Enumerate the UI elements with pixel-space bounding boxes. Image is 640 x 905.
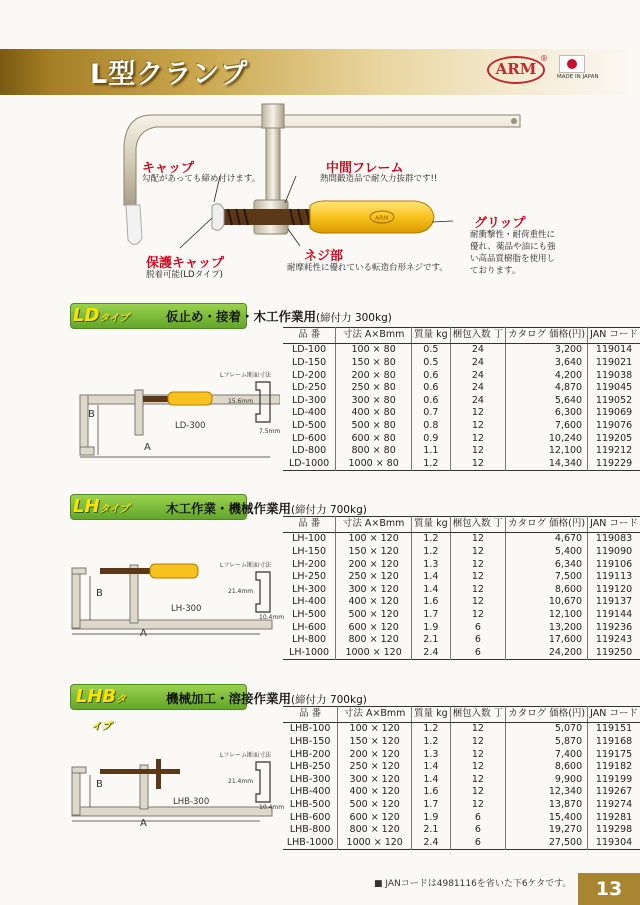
table-cell: 12 (450, 432, 506, 445)
table-row (283, 457, 640, 470)
table-cell: LH-200 (292, 558, 327, 570)
table-cell: 12 (450, 558, 506, 571)
table-row (283, 646, 640, 659)
lhb-label-b: B (96, 779, 103, 790)
table-row (283, 343, 640, 356)
table-cell: 24 (450, 369, 506, 382)
table-cell: LH-800 (292, 634, 327, 646)
table-cell: LHB-500 (289, 798, 331, 810)
ld-label-b: B (88, 409, 95, 420)
table-row (283, 369, 640, 382)
table-cell: LD-1000 (288, 457, 330, 469)
table-cell: 24 (450, 394, 506, 407)
table-cell: 12 (450, 608, 506, 621)
table-cell: LD-200 (292, 369, 327, 381)
table-cell: LD-400 (292, 407, 327, 419)
table-cell: 1.7 (412, 798, 451, 811)
table-cell: LHB-100 (289, 723, 331, 735)
arm-logo: ARM (487, 56, 545, 84)
table-cell: 1.3 (412, 748, 451, 761)
table-row (283, 419, 640, 432)
table-cell: 1.2 (412, 532, 451, 545)
table-cell: 300 × 120 (336, 583, 412, 596)
table-cell: 119038 (588, 369, 640, 382)
table-row (283, 798, 640, 811)
lhb-type-band: LHBタイプ (70, 684, 247, 710)
table-cell: 12 (450, 407, 506, 420)
table-row (283, 532, 640, 545)
lh-drawing-model: LH-300 (171, 604, 202, 614)
table-cell: 119304 (588, 836, 640, 849)
table-cell: 12 (450, 444, 506, 457)
table-cell: 100 × 120 (338, 722, 412, 735)
table-cell: LH-400 (292, 596, 327, 608)
table-cell: LD-300 (292, 394, 327, 406)
table-cell: LHB-1000 (286, 836, 334, 848)
table-cell: 12 (450, 570, 506, 583)
table-cell: 6 (450, 836, 506, 849)
table-cell: 0.6 (412, 369, 451, 382)
table-cell: 250 × 80 (336, 381, 412, 394)
table-cell: 10,670 (506, 596, 588, 609)
table-cell: 17,600 (506, 633, 588, 646)
lh-dim1: 21.4mm (228, 588, 254, 595)
table-cell: 12 (450, 798, 506, 811)
table-cell: LD-100 (292, 344, 327, 356)
table-cell: 12 (450, 457, 506, 470)
table-cell: 119106 (588, 558, 640, 571)
made-in-japan: MADE IN JAPAN (557, 74, 599, 80)
table-cell: 119014 (588, 343, 640, 356)
lh-cross-section (248, 568, 278, 618)
table-row (283, 735, 640, 748)
ld-cross-section (248, 378, 278, 428)
table-row (283, 722, 640, 735)
table-cell: 0.7 (412, 407, 451, 420)
table-cell: 27,500 (506, 836, 588, 849)
table-row (283, 545, 640, 558)
ld-dim2: 7.5mm (259, 428, 281, 435)
lhb-dim1: 21.4mm (228, 778, 254, 785)
lhb-section-title: 機械加工・溶接作業用(締付力 700kg) (166, 691, 367, 706)
table-cell: 150 × 120 (338, 735, 412, 748)
table-row (283, 760, 640, 773)
table-cell: 1.4 (412, 773, 451, 786)
table-row (283, 558, 640, 571)
table-cell: 12 (450, 786, 506, 799)
ld-spec-table: 品 番 寸法 A×Bmm 質量 kg 梱包入数 丁 カタログ 価格(円) JAN コード LD-100 100 × 80 0.5 24 3,200 119014 LD-150 150 × 80 0.5 24 3,640 119021 LD-200 200 × 80 0.6 24 4,200 119038 LD-250 250 × 80 0.6 24 4,870 119045 LD-300 300 × 80 0.6 24 5,640 119052 LD-400 400 × 80 0.7 12 6,300 119069 LD-500 500 × 80 0.8 12 7,600 119076 LD-600 600 × 80 0.9 12 10,240 119205 LD-800 800 × 80 1.1 12 12,100 119212 LD-1000 1000 × 80 1.2 12 14,340 119229 (283, 327, 640, 471)
table-cell: 119281 (588, 811, 640, 824)
table-cell: 12 (450, 735, 506, 748)
table-cell: 119205 (588, 432, 640, 445)
table-cell: 24 (450, 356, 506, 369)
table-cell: 1.4 (412, 583, 451, 596)
frame-label: 中間フレーム (326, 161, 404, 176)
table-cell: 4,670 (506, 532, 588, 545)
table-cell: 200 × 120 (338, 748, 412, 761)
table-cell: 400 × 120 (336, 596, 412, 609)
table-cell: 1.9 (412, 621, 451, 634)
table-row (283, 621, 640, 634)
table-cell: 12 (450, 760, 506, 773)
table-cell: LHB-300 (289, 773, 331, 785)
table-cell: 8,600 (506, 760, 588, 773)
table-row (283, 608, 640, 621)
table-cell: 6 (450, 646, 506, 659)
table-row (283, 836, 640, 849)
lh-spec-table: 品 番 寸法 A×Bmm 質量 kg 梱包入数 丁 カタログ 価格(円) JAN コード LH-100 100 × 120 1.2 12 4,670 119083 LH-150 150 × 120 1.2 12 5,400 119090 LH-200 200 × 120 1.3 12 6,340 119106 LH-250 250 × 120 1.4 12 7,500 119113 LH-300 300 × 120 1.4 12 8,600 119120 LH-400 400 × 120 1.6 12 10,670 119137 LH-500 500 × 120 1.7 12 12,100 119144 LH-600 600 × 120 1.9 6 13,200 119236 LH-800 800 × 120 2.1 6 17,600 119243 LH-1000 1000 × 120 2.4 6 24,200 119250 (283, 516, 640, 660)
table-cell: 119267 (588, 786, 640, 799)
ld-section-title: 仮止め・接着・木工作業用(締付力 300kg) (166, 309, 392, 324)
table-row (283, 811, 640, 824)
table-row (283, 570, 640, 583)
table-cell: 1.4 (412, 570, 451, 583)
table-cell: LHB-600 (289, 811, 331, 823)
grip-label: グリップ (474, 216, 526, 231)
table-cell: 24 (450, 343, 506, 356)
table-cell: 800 × 120 (336, 633, 412, 646)
table-cell: 10,240 (506, 432, 588, 445)
ld-type-band: LDタイプ (70, 303, 247, 329)
table-cell: 12 (450, 722, 506, 735)
table-cell: 7,400 (506, 748, 588, 761)
table-cell: 200 × 80 (336, 369, 412, 382)
table-cell: 400 × 120 (338, 786, 412, 799)
protect-cap-desc: 脱着可能(LDタイプ) (146, 270, 223, 280)
lhb-dim2: 10.4mm (259, 804, 285, 811)
table-cell: 100 × 120 (336, 532, 412, 545)
table-cell: 7,500 (506, 570, 588, 583)
table-cell: 5,870 (506, 735, 588, 748)
table-cell: 119021 (588, 356, 640, 369)
screw-desc: 耐摩耗性に優れている転造台形ネジです。 (287, 263, 448, 273)
frame-desc: 熱間鍛造品で耐久力抜群です!! (320, 174, 438, 184)
svg-text:ARM: ARM (375, 215, 389, 222)
table-cell: 6,300 (506, 407, 588, 420)
table-cell: 119137 (588, 596, 640, 609)
table-cell: LH-500 (292, 608, 327, 620)
table-cell: 12 (450, 748, 506, 761)
table-cell: 119274 (588, 798, 640, 811)
table-cell: 119045 (588, 381, 640, 394)
table-cell: LD-150 (292, 356, 327, 368)
table-cell: 12 (450, 773, 506, 786)
table-cell: 3,200 (506, 343, 588, 356)
table-row (283, 748, 640, 761)
table-cell: 5,640 (506, 394, 588, 407)
table-cell: 1000 × 80 (336, 457, 412, 470)
table-cell: LHB-800 (289, 824, 331, 836)
table-cell: 119168 (588, 735, 640, 748)
table-cell: 12 (450, 583, 506, 596)
table-cell: 119113 (588, 570, 640, 583)
table-cell: 19,270 (506, 823, 588, 836)
lh-clamp-drawing (60, 560, 280, 650)
table-cell: 24,200 (506, 646, 588, 659)
lhb-label-a: A (140, 818, 147, 829)
table-cell: 1.4 (412, 760, 451, 773)
table-cell: 0.8 (412, 419, 451, 432)
page-title: L型クランプ (90, 59, 249, 90)
table-row (283, 596, 640, 609)
table-cell: 4,870 (506, 381, 588, 394)
table-cell: LH-300 (292, 583, 327, 595)
table-cell: 0.5 (412, 343, 451, 356)
table-cell: 100 × 80 (336, 343, 412, 356)
table-row (283, 407, 640, 420)
lh-type-band: LHタイプ (70, 494, 247, 520)
table-row (283, 432, 640, 445)
table-cell: 1.3 (412, 558, 451, 571)
table-cell: 1.6 (412, 596, 451, 609)
table-cell: 5,400 (506, 545, 588, 558)
table-cell: LHB-250 (289, 761, 331, 773)
table-cell: 24 (450, 381, 506, 394)
ld-dim1: 15.6mm (228, 398, 254, 405)
table-cell: LH-150 (292, 545, 327, 557)
table-cell: 6,340 (506, 558, 588, 571)
table-cell: 12,100 (506, 608, 588, 621)
table-row (283, 394, 640, 407)
lh-section-title: 木工作業・機械作業用(締付力 700kg) (166, 501, 367, 516)
table-cell: LHB-150 (289, 735, 331, 747)
screw-label: ネジ部 (304, 249, 344, 264)
lhb-drawing-model: LHB-300 (173, 797, 210, 807)
lh-label-a: A (140, 628, 147, 639)
table-row (283, 444, 640, 457)
table-cell: 119052 (588, 394, 640, 407)
table-cell: 1.6 (412, 786, 451, 799)
table-cell: LH-250 (292, 571, 327, 583)
table-cell: 119090 (588, 545, 640, 558)
table-cell: 15,400 (506, 811, 588, 824)
table-cell: 300 × 120 (338, 773, 412, 786)
table-cell: 119083 (588, 532, 640, 545)
lhb-cross-section (248, 758, 278, 808)
jan-footnote: ■ JANコードは4981116を省いた下6ケタです。 (374, 879, 572, 889)
table-row (283, 633, 640, 646)
table-cell: 2.1 (412, 823, 451, 836)
lh-dim2: 10.4mm (259, 614, 285, 621)
table-cell: 12,100 (506, 444, 588, 457)
table-cell: 119243 (588, 633, 640, 646)
table-cell: 9,900 (506, 773, 588, 786)
table-cell: 500 × 120 (336, 608, 412, 621)
table-cell: 250 × 120 (336, 570, 412, 583)
table-cell: 1000 × 120 (336, 646, 412, 659)
table-cell: 119199 (588, 773, 640, 786)
table-cell: 1.2 (412, 545, 451, 558)
cap-label: キャップ (142, 161, 195, 176)
table-row (283, 381, 640, 394)
table-cell: LH-1000 (289, 646, 330, 658)
table-cell: 2.4 (412, 646, 451, 659)
table-cell: 600 × 120 (336, 621, 412, 634)
table-cell: 0.9 (412, 432, 451, 445)
table-cell: 119212 (588, 444, 640, 457)
table-cell: LD-600 (292, 432, 327, 444)
lh-frame-note: Lフレーム断面寸法 (220, 562, 272, 569)
table-cell: 600 × 80 (336, 432, 412, 445)
ld-frame-note: Lフレーム断面寸法 (220, 372, 272, 379)
japan-flag-icon (559, 55, 585, 73)
table-cell: 4,200 (506, 369, 588, 382)
table-cell: LH-600 (292, 621, 327, 633)
ld-drawing-model: LD-300 (175, 421, 206, 431)
lhb-spec-table: 品 番 寸法 A×Bmm 質量 kg 梱包入数 丁 カタログ 価格(円) JAN コード LHB-100 100 × 120 1.2 12 5,070 119151 LHB-150 150 × 120 1.2 12 5,870 119168 LHB-200 200 × 120 1.3 12 7,400 119175 LHB-250 250 × 120 1.4 12 8,600 119182 LHB-300 300 × 120 1.4 12 9,900 119199 LHB-400 400 × 120 1.6 12 12,340 119267 LHB-500 500 × 120 1.7 12 13,870 119274 LHB-600 600 × 120 1.9 6 15,400 119281 LHB-800 800 × 120 2.1 6 19,270 119298 LHB-1000 1000 × 120 2.4 6 27,500 119304 (283, 706, 640, 850)
table-cell: 13,870 (506, 798, 588, 811)
table-row (283, 773, 640, 786)
table-cell: 12 (450, 419, 506, 432)
table-cell: LD-500 (292, 419, 327, 431)
table-cell: 250 × 120 (338, 760, 412, 773)
table-cell: 1.7 (412, 608, 451, 621)
table-cell: 119298 (588, 823, 640, 836)
table-cell: 2.4 (412, 836, 451, 849)
table-cell: 200 × 120 (336, 558, 412, 571)
table-cell: 300 × 80 (336, 394, 412, 407)
table-cell: 6 (450, 823, 506, 836)
table-row (283, 583, 640, 596)
table-cell: 5,070 (506, 722, 588, 735)
table-cell: 119144 (588, 608, 640, 621)
table-cell: 500 × 120 (338, 798, 412, 811)
table-cell: 6 (450, 633, 506, 646)
table-cell: 500 × 80 (336, 419, 412, 432)
table-cell: 1000 × 120 (338, 836, 412, 849)
page-number: 13 (578, 873, 640, 905)
table-cell: 400 × 80 (336, 407, 412, 420)
table-cell: 150 × 80 (336, 356, 412, 369)
table-cell: 800 × 120 (338, 823, 412, 836)
table-cell: 800 × 80 (336, 444, 412, 457)
table-cell: 14,340 (506, 457, 588, 470)
table-cell: LH-100 (292, 533, 327, 545)
table-cell: 1.2 (412, 735, 451, 748)
table-cell: LD-250 (292, 382, 327, 394)
table-cell: 0.6 (412, 394, 451, 407)
ld-label-a: A (144, 442, 151, 453)
table-cell: 119236 (588, 621, 640, 634)
table-cell: 6 (450, 621, 506, 634)
table-cell: 119151 (588, 722, 640, 735)
table-cell: 119120 (588, 583, 640, 596)
table-cell: 12 (450, 545, 506, 558)
table-cell: LHB-200 (289, 748, 331, 760)
table-cell: LHB-400 (289, 786, 331, 798)
table-row (283, 356, 640, 369)
table-cell: 2.1 (412, 633, 451, 646)
table-cell: 0.5 (412, 356, 451, 369)
table-cell: 1.1 (412, 444, 451, 457)
table-cell: 119175 (588, 748, 640, 761)
table-row (283, 823, 640, 836)
table-cell: 119069 (588, 407, 640, 420)
table-cell: 1.9 (412, 811, 451, 824)
lhb-frame-note: Lフレーム断面寸法 (220, 752, 272, 759)
table-cell: 7,600 (506, 419, 588, 432)
registered-mark: ® (540, 54, 548, 63)
protect-cap-label: 保護キャップ (146, 256, 225, 271)
table-cell: 600 × 120 (338, 811, 412, 824)
table-cell: 13,200 (506, 621, 588, 634)
table-cell: 1.2 (412, 457, 451, 470)
table-cell: 1.2 (412, 722, 451, 735)
table-cell: 8,600 (506, 583, 588, 596)
table-row (283, 786, 640, 799)
table-cell: 12,340 (506, 786, 588, 799)
table-cell: 12 (450, 532, 506, 545)
cap-desc: 勾配があっても締め付けます。 (142, 174, 261, 184)
table-cell: 119250 (588, 646, 640, 659)
table-cell: 150 × 120 (336, 545, 412, 558)
table-cell: 0.6 (412, 381, 451, 394)
table-cell: 119182 (588, 760, 640, 773)
table-cell: 6 (450, 811, 506, 824)
grip-desc: 耐衝撃性・耐荷重性に 優れ、薬品や油にも強 い高品質樹脂を使用し ております。 (470, 230, 556, 276)
table-cell: LD-800 (292, 445, 327, 457)
lh-label-b: B (96, 588, 103, 599)
table-cell: 119229 (588, 457, 640, 470)
table-cell: 3,640 (506, 356, 588, 369)
table-cell: 119076 (588, 419, 640, 432)
table-cell: 12 (450, 596, 506, 609)
